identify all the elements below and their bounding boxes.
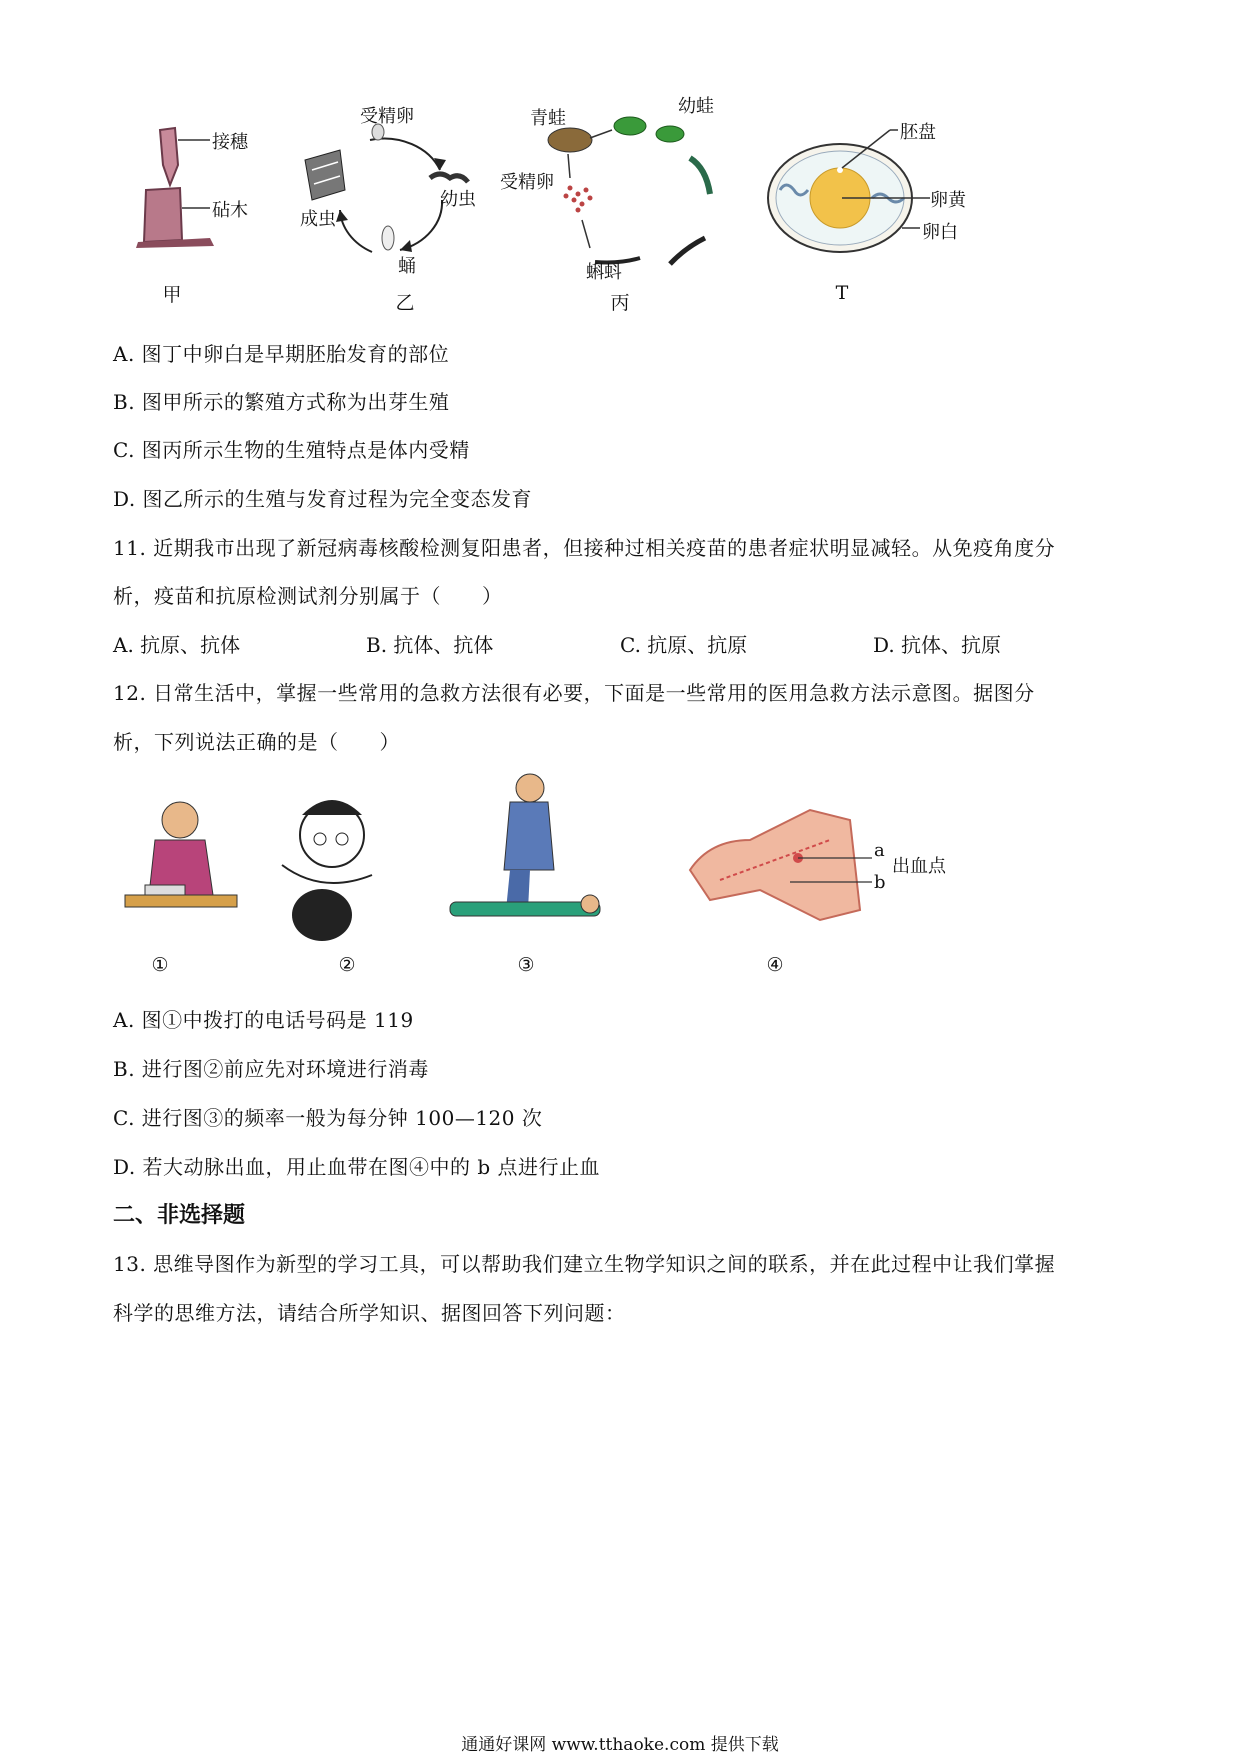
q10-option-d: D. 图乙所示的生殖与发育过程为完全变态发育	[113, 487, 533, 511]
q12-option-c: C. 进行图③的频率一般为每分钟 100—120 次	[113, 1106, 543, 1130]
first-aid-bleeding-arm-illustration	[680, 800, 870, 930]
label-egg-yi: 受精卵	[360, 106, 414, 127]
label-scion: 接穗	[212, 132, 248, 153]
q11-option-d: D. 抗体、抗原	[873, 633, 1002, 657]
caption-bing: 丙	[610, 292, 630, 314]
q12-option-d: D. 若大动脉出血，用止血带在图④中的 b 点进行止血	[113, 1155, 601, 1179]
caption-jia: 甲	[162, 284, 182, 306]
q11-option-c: C. 抗原、抗原	[620, 633, 748, 657]
label-yolk: 卵黄	[930, 190, 966, 211]
caption-ding: T	[835, 282, 849, 304]
figure-jia	[130, 110, 270, 310]
q11-option-a: A. 抗原、抗体	[113, 633, 241, 657]
fig-label-3: ③	[517, 954, 535, 976]
q11-stem-line1: 11. 近期我市出现了新冠病毒核酸检测复阳患者，但接种过相关疫苗的患者症状明显减轻。从免疫角度分	[113, 536, 1056, 560]
q10-option-c: C. 图丙所示生物的生殖特点是体内受精	[113, 438, 470, 462]
q12-option-a: A. 图①中拨打的电话号码是 119	[113, 1008, 414, 1032]
label-froglet: 幼蛙	[678, 96, 714, 117]
q12-stem-line2: 析，下列说法正确的是（ ）	[113, 730, 400, 754]
section-heading: 二、非选择题	[113, 1203, 246, 1228]
label-white: 卵白	[922, 222, 958, 243]
q10-option-b: B. 图甲所示的繁殖方式称为出芽生殖	[113, 390, 450, 414]
q12-stem-line1: 12. 日常生活中，掌握一些常用的急救方法很有必要，下面是一些常用的医用急救方法示意图。据图分	[113, 681, 1035, 705]
label-frog: 青蛙	[530, 108, 566, 129]
q11-stem-line2: 析，疫苗和抗原检测试剂分别属于（ ）	[113, 584, 503, 608]
figure-ding	[760, 110, 980, 310]
label-pupa: 蛹	[398, 256, 416, 277]
q13-stem-line2: 科学的思维方法，请结合所学知识、据图回答下列问题：	[113, 1301, 626, 1325]
fig-label-4: ④	[766, 954, 784, 976]
q13-stem-line1: 13. 思维导图作为新型的学习工具，可以帮助我们建立生物学知识之间的联系，并在此过程中让我们掌握	[113, 1252, 1056, 1276]
footer-credit: 通通好课网 www.tthaoke.com 提供下载	[461, 1735, 779, 1755]
fig-label-1: ①	[151, 954, 169, 976]
first-aid-rescue-breath-illustration	[262, 795, 392, 955]
arm-label-point: 出血点	[892, 856, 946, 877]
arm-label-a: a	[874, 840, 885, 861]
label-stock: 砧木	[212, 200, 248, 221]
label-disc: 胚盘	[900, 122, 936, 143]
figure-bing	[500, 96, 740, 314]
fig-label-2: ②	[338, 954, 356, 976]
first-aid-phone-illustration	[125, 785, 245, 935]
q12-option-b: B. 进行图②前应先对环境进行消毒	[113, 1057, 429, 1081]
label-adult: 成虫	[300, 209, 336, 230]
grafting-illustration	[130, 110, 270, 310]
figure-yi	[300, 106, 480, 314]
label-larva: 幼虫	[440, 189, 476, 210]
q11-option-b: B. 抗体、抗体	[366, 633, 494, 657]
label-tadpole: 蝌蚪	[586, 262, 622, 283]
label-egg-bing: 受精卵	[500, 172, 554, 193]
q10-option-a: A. 图丁中卵白是早期胚胎发育的部位	[113, 342, 450, 366]
caption-yi: 乙	[395, 292, 415, 314]
arm-label-b: b	[874, 872, 886, 893]
first-aid-cpr-illustration	[430, 770, 600, 930]
